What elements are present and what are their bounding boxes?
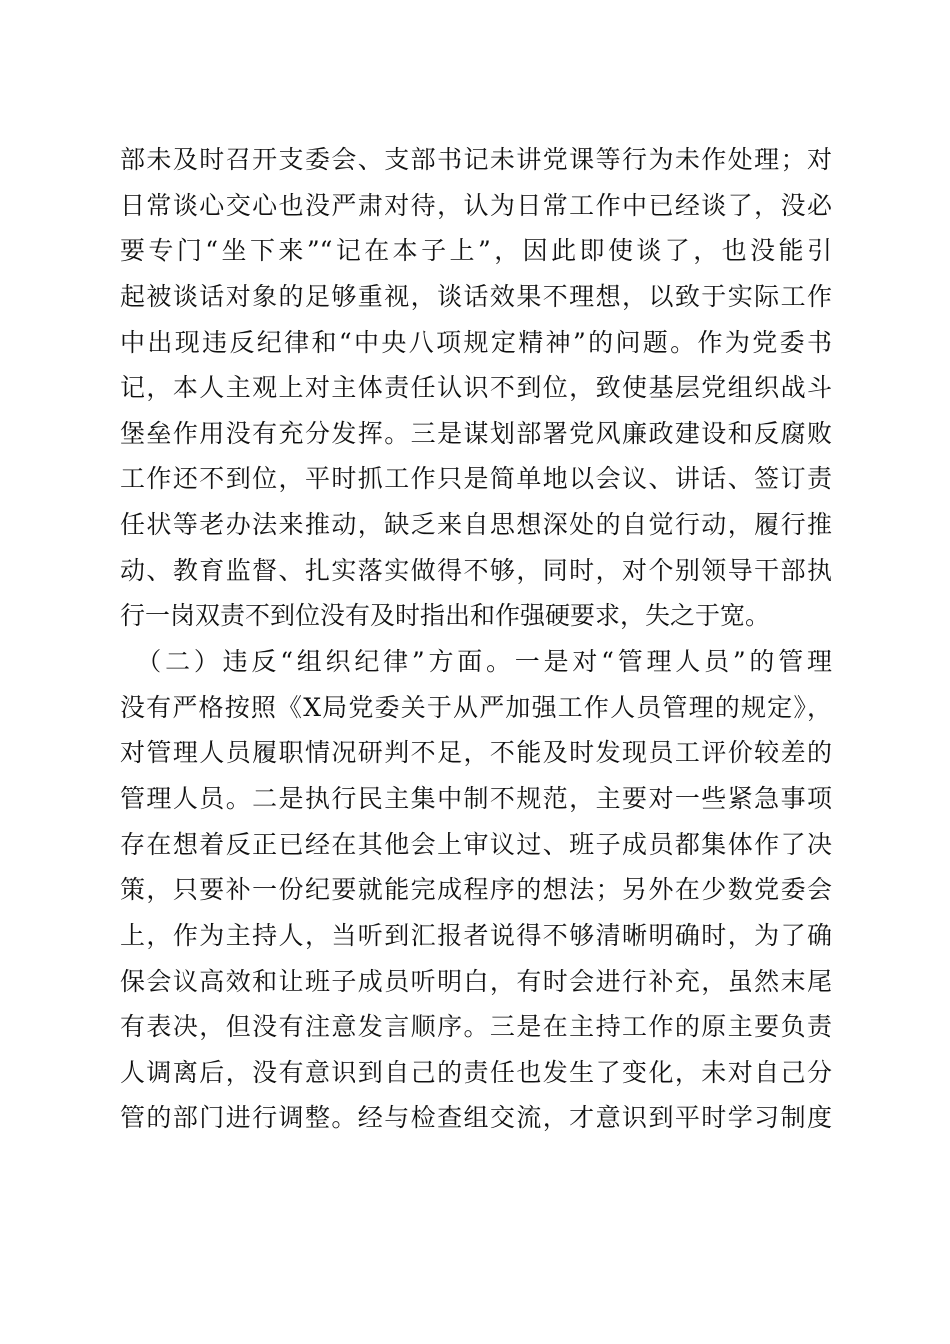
- text-line: 工作还不到位，平时抓工作只是简单地以会议、讲话、签订责: [120, 464, 832, 494]
- text-line: 没有严格按照《X局党委关于从严加强工作人员管理的规定》，: [120, 692, 832, 722]
- text-line: 要专门“坐下来”“记在本子上”，因此即使谈了，也没能引: [120, 236, 832, 266]
- text-line: 有表决，但没有注意发言顺序。三是在主持工作的原主要负责: [120, 1012, 832, 1042]
- section-heading-line: （二）违反“组织纪律”方面。一是对“管理人员”的管理: [120, 647, 832, 677]
- text-line: 策，只要补一份纪要就能完成程序的想法；另外在少数党委会: [120, 875, 832, 905]
- text-line: 人调离后，没有意识到自己的责任也发生了变化，未对自己分: [120, 1057, 832, 1087]
- text-line: 管的部门进行调整。经与检查组交流，才意识到平时学习制度: [120, 1103, 832, 1133]
- paragraph-end-line: 行一岗双责不到位没有及时指出和作强硬要求，失之于宽。: [120, 601, 771, 631]
- text-line: 管理人员。二是执行民主集中制不规范，主要对一些紧急事项: [120, 783, 832, 813]
- text-line: 上，作为主持人，当听到汇报者说得不够清晰明确时，为了确: [120, 920, 832, 950]
- text-line: 堡垒作用没有充分发挥。三是谋划部署党风廉政建设和反腐败: [120, 418, 832, 448]
- text-line: 动、教育监督、扎实落实做得不够，同时，对个别领导干部执: [120, 555, 832, 585]
- text-line: 日常谈心交心也没严肃对待，认为日常工作中已经谈了，没必: [120, 190, 832, 220]
- text-line: 保会议高效和让班子成员听明白，有时会进行补充，虽然末尾: [120, 966, 832, 996]
- body-text: [120, 137, 832, 1141]
- text-line: 部未及时召开支委会、支部书记未讲党课等行为未作处理；对: [120, 145, 832, 174]
- text-line: 记，本人主观上对主体责任认识不到位，致使基层党组织战斗: [120, 373, 832, 403]
- text-line: 任状等老办法来推动，缺乏来自思想深处的自觉行动，履行推: [120, 510, 832, 540]
- text-line: 中出现违反纪律和“中央八项规定精神”的问题。作为党委书: [120, 327, 832, 357]
- text-line: 起被谈话对象的足够重视，谈话效果不理想，以致于实际工作: [120, 281, 832, 311]
- text-line: 存在想着反正已经在其他会上审议过、班子成员都集体作了决: [120, 829, 832, 859]
- text-line: 对管理人员履职情况研判不足，不能及时发现员工评价较差的: [120, 738, 832, 768]
